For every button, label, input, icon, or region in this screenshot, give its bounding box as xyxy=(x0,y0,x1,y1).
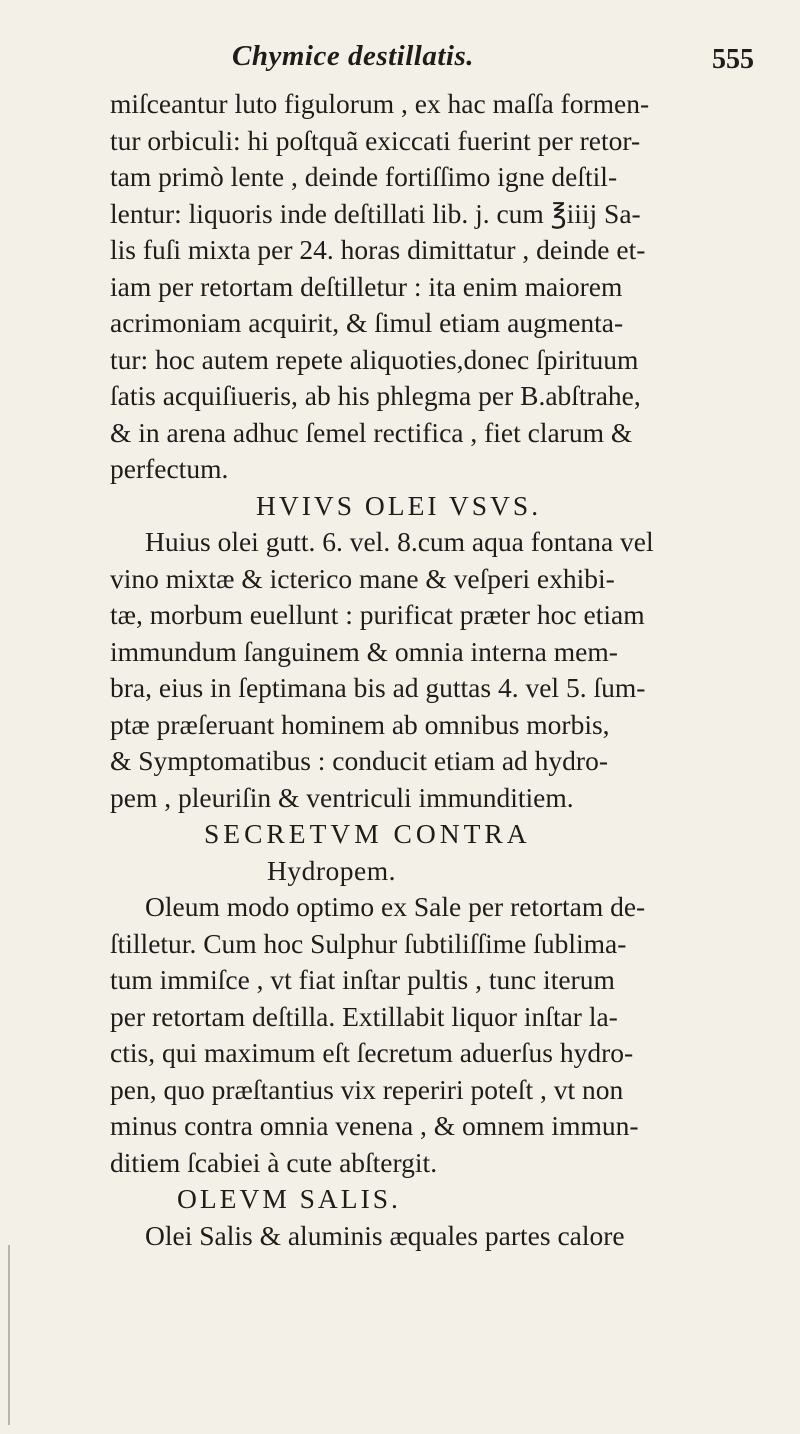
text-line: tur: hoc autem repete aliquoties,donec ſpirituum xyxy=(110,343,639,375)
section-heading-secretum: SECRETVM CONTRA xyxy=(204,818,531,849)
text-line: ſtilletur. Cum hoc Sulphur ſubtiliſſime ſublima- xyxy=(110,927,627,959)
text-line: acrimoniam acquirit, & ſimul etiam augmenta- xyxy=(110,307,624,338)
text-line: ptæ præſeruant hominem ab omnibus morbis, xyxy=(110,708,610,740)
text-line: tæ, morbum euellunt : purificat præter hoc etiam xyxy=(110,599,645,630)
text-line: miſceantur luto figulorum , ex hac maſſa formen- xyxy=(110,88,650,119)
text-line: lis fuſi mixta per 24. horas dimittatur , deinde et- xyxy=(110,234,646,265)
binding-edge-shadow xyxy=(8,1245,10,1425)
text-line: Olei Salis & aluminis æquales partes calore xyxy=(145,1219,625,1251)
text-line: minus contra omnia venena , & omnem immun- xyxy=(110,1110,639,1141)
page-header xyxy=(0,40,800,80)
running-title: Chymice destillatis. xyxy=(232,40,474,72)
text-line: per retortam deſtilla. Extillabit liquor inſtar la- xyxy=(110,1000,618,1032)
text-line: tam primò lente , deinde fortiſſimo igne deſtil- xyxy=(110,161,618,192)
text-line: immundum ſanguinem & omnia interna mem- xyxy=(110,635,618,667)
text-line: tur orbiculi: hi poſtquã exiccati fuerint per retor- xyxy=(110,124,641,156)
text-line: ditiem ſcabiei à cute abſtergit. xyxy=(110,1146,438,1178)
text-line: bra, eius in ſeptimana bis ad guttas 4. vel 5. ſum- xyxy=(110,672,646,703)
text-line: & in arena adhuc ſemel rectifica , fiet clarum & xyxy=(110,416,633,448)
section-heading-oleum-salis: OLEVM SALIS. xyxy=(177,1183,401,1214)
text-line: vino mixtæ & icterico mane & veſperi exhibi- xyxy=(110,562,615,594)
text-line: pen, quo præſtantius vix reperiri poteſt , vt non xyxy=(110,1073,624,1105)
text-line: iam per retortam deſtilletur : ita enim maiorem xyxy=(110,270,623,302)
text-line: ctis, qui maximum eſt ſecretum aduerſus hydro- xyxy=(110,1037,634,1068)
section-heading-usus: HVIVS OLEI VSVS. xyxy=(256,489,542,521)
text-line: Oleum modo optimo ex Sale per retortam de- xyxy=(145,891,646,922)
page-number: 555 xyxy=(712,44,754,75)
text-line: ſatis acquiſiueris, ab his phlegma per B.abſtrahe, xyxy=(110,380,641,411)
section-subheading-hydropem: Hydropem. xyxy=(267,854,396,886)
text-line: Huius olei gutt. 6. vel. 8.cum aqua fontana vel xyxy=(145,526,654,557)
text-line: pem , pleuriſin & ventriculi immunditiem. xyxy=(110,781,574,813)
text-line: lentur: liquoris inde deſtillati lib. j. cum ℥iiij Sa- xyxy=(110,197,641,229)
text-line: & Symptomatibus : conducit etiam ad hydro- xyxy=(110,745,608,776)
text-line: tum immiſce , vt fiat inſtar pultis , tunc iterum xyxy=(110,964,615,995)
body-text xyxy=(110,86,800,1254)
text-line: perfectum. xyxy=(110,453,229,484)
